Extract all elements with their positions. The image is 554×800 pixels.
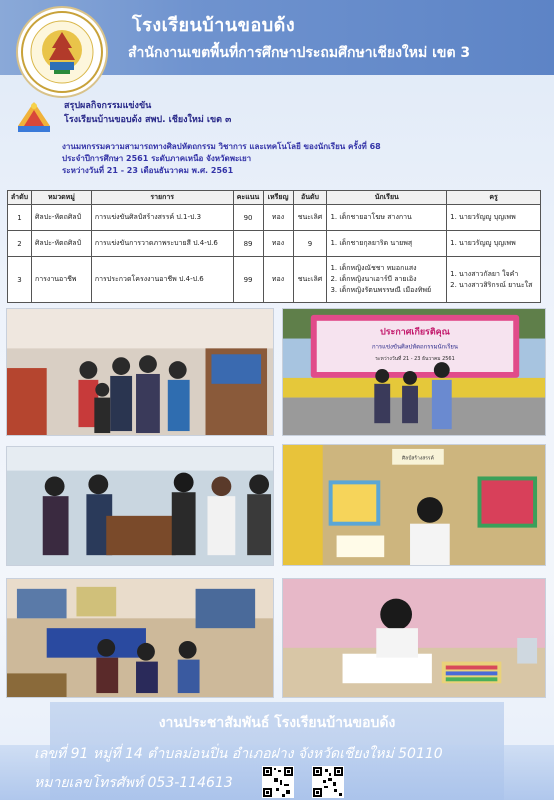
summary-heading: สรุปผลกิจกรรมแข่งขัน	[64, 101, 152, 111]
table-row	[8, 257, 541, 303]
qr-code-icon	[312, 766, 344, 798]
table-header-row	[8, 191, 541, 205]
qr-code-icon	[262, 766, 294, 798]
event-line-2: ประจำปีการศึกษา 2561 ระดับภาคเหนือ จังหวัดพะเยา	[62, 154, 252, 163]
cell-teachers	[447, 257, 541, 303]
event-line-1: งานมหกรรมความสามารถทางศิลปหัตถกรรม วิชาการ และเทคโนโลยี ของนักเรียน ครั้งที่ 68	[62, 142, 381, 151]
cell-no: 1	[8, 205, 32, 231]
cell-students	[327, 257, 447, 303]
cell-category: การงานอาชีพ	[31, 257, 91, 303]
cell-rank: ชนะเลิศ	[293, 205, 327, 231]
footer-address: เลขที่ 91 หมู่ที่ 14 ตำบลม่อนปิ่น อำเภอฝาง จังหวัดเชียงใหม่ 50110	[34, 746, 443, 762]
banner-date: ระหว่างวันที่ 21 - 23 ธันวาคม 2561	[375, 356, 455, 363]
student-name: 2. เด็กหญิงนาเอาร์บี ลายเอิง	[330, 275, 417, 283]
school-emblem-icon	[16, 6, 108, 98]
photo-students-crafts	[6, 446, 274, 566]
results-table	[7, 190, 541, 303]
cell-medal: ทอง	[263, 205, 293, 231]
banner-subtitle: การแข่งขันศิลปหัตถกรรมนักเรียน	[371, 343, 458, 351]
cell-teachers	[447, 205, 541, 231]
cell-score: 99	[233, 257, 263, 303]
teacher-name: 2. นางสาวสิริกรณ์ ยานะใส	[450, 280, 533, 289]
cell-rank: 9	[293, 231, 327, 257]
header-item: รายการ	[91, 191, 233, 205]
header-category: หมวดหมู่	[31, 191, 91, 205]
header-score: คะแนน	[233, 191, 263, 205]
cell-medal: ทอง	[263, 231, 293, 257]
table-row	[8, 231, 541, 257]
cell-students	[327, 231, 447, 257]
teacher-name: 1. นายวรัญญู บุญเพพ	[450, 239, 516, 247]
photo-exhibit-table	[6, 578, 274, 698]
cell-no: 3	[8, 257, 32, 303]
photo-exhibition-booth	[6, 308, 274, 436]
photo-award-banner	[282, 308, 546, 436]
cell-category: ศิลปะ-หัตถศิลป์	[31, 231, 91, 257]
cell-teachers	[447, 231, 541, 257]
photo-art-display	[282, 444, 546, 566]
footer-title: งานประชาสัมพันธ์ โรงเรียนบ้านขอบด้ง	[158, 715, 396, 731]
cell-item: การประกวดโครงงานอาชีพ ป.4-ป.6	[91, 257, 233, 303]
teacher-name: 1. นางสาวกัลยา ใจคำ	[450, 269, 519, 278]
photo-student-drawing	[282, 578, 546, 698]
header-no: ลำดับ	[8, 191, 32, 205]
student-name: 1. เด็กหญิงณัชชา หมอกแสง	[330, 264, 417, 272]
teacher-name: 1. นายวรัญญู บุญเพพ	[450, 213, 516, 221]
student-name: 1. เด็กชายอาโฆษ สางกาน	[330, 213, 412, 221]
cell-item: การแข่งขันการวาดภาพระบายสี ป.4-ป.6	[91, 231, 233, 257]
student-name: 3. เด็กหญิงรัตนพรรษณี เมืองทิพย์	[330, 286, 432, 294]
event-line-3: ระหว่างวันที่ 21 - 23 เดือนธันวาคม พ.ศ. 2561	[62, 166, 234, 175]
trophy-icon	[14, 96, 54, 134]
cell-item: การแข่งขันศิลป์สร้างสรรค์ ป.1-ป.3	[91, 205, 233, 231]
header-teachers: ครู	[447, 191, 541, 205]
banner-title: ประกาศเกียรติคุณ	[380, 327, 450, 338]
header-rank: อันดับ	[293, 191, 327, 205]
summary-school-line: โรงเรียนบ้านขอบด้ง สพป. เชียงใหม่ เขต ๓	[64, 115, 232, 125]
school-name: โรงเรียนบ้านขอบด้ง	[132, 15, 296, 36]
header-medal: เหรียญ	[263, 191, 293, 205]
table-row	[8, 205, 541, 231]
cell-category: ศิลปะ-หัตถศิลป์	[31, 205, 91, 231]
cell-rank: ชนะเลิศ	[293, 257, 327, 303]
cell-score: 89	[233, 231, 263, 257]
cell-no: 2	[8, 231, 32, 257]
student-name: 1. เด็กชายกุลยาริด นายพสุ	[330, 239, 413, 247]
header-students: นักเรียน	[327, 191, 447, 205]
cell-medal: ทอง	[263, 257, 293, 303]
cell-students	[327, 205, 447, 231]
cell-score: 90	[233, 205, 263, 231]
footer-phone: หมายเลขโทรศัพท์ 053-114613	[34, 775, 233, 791]
art-sign: ศิลป์สร้างสรรค์	[402, 455, 434, 462]
office-name: สำนักงานเขตพื้นที่การศึกษาประถมศึกษาเชียงใหม่ เขต 3	[128, 45, 471, 61]
